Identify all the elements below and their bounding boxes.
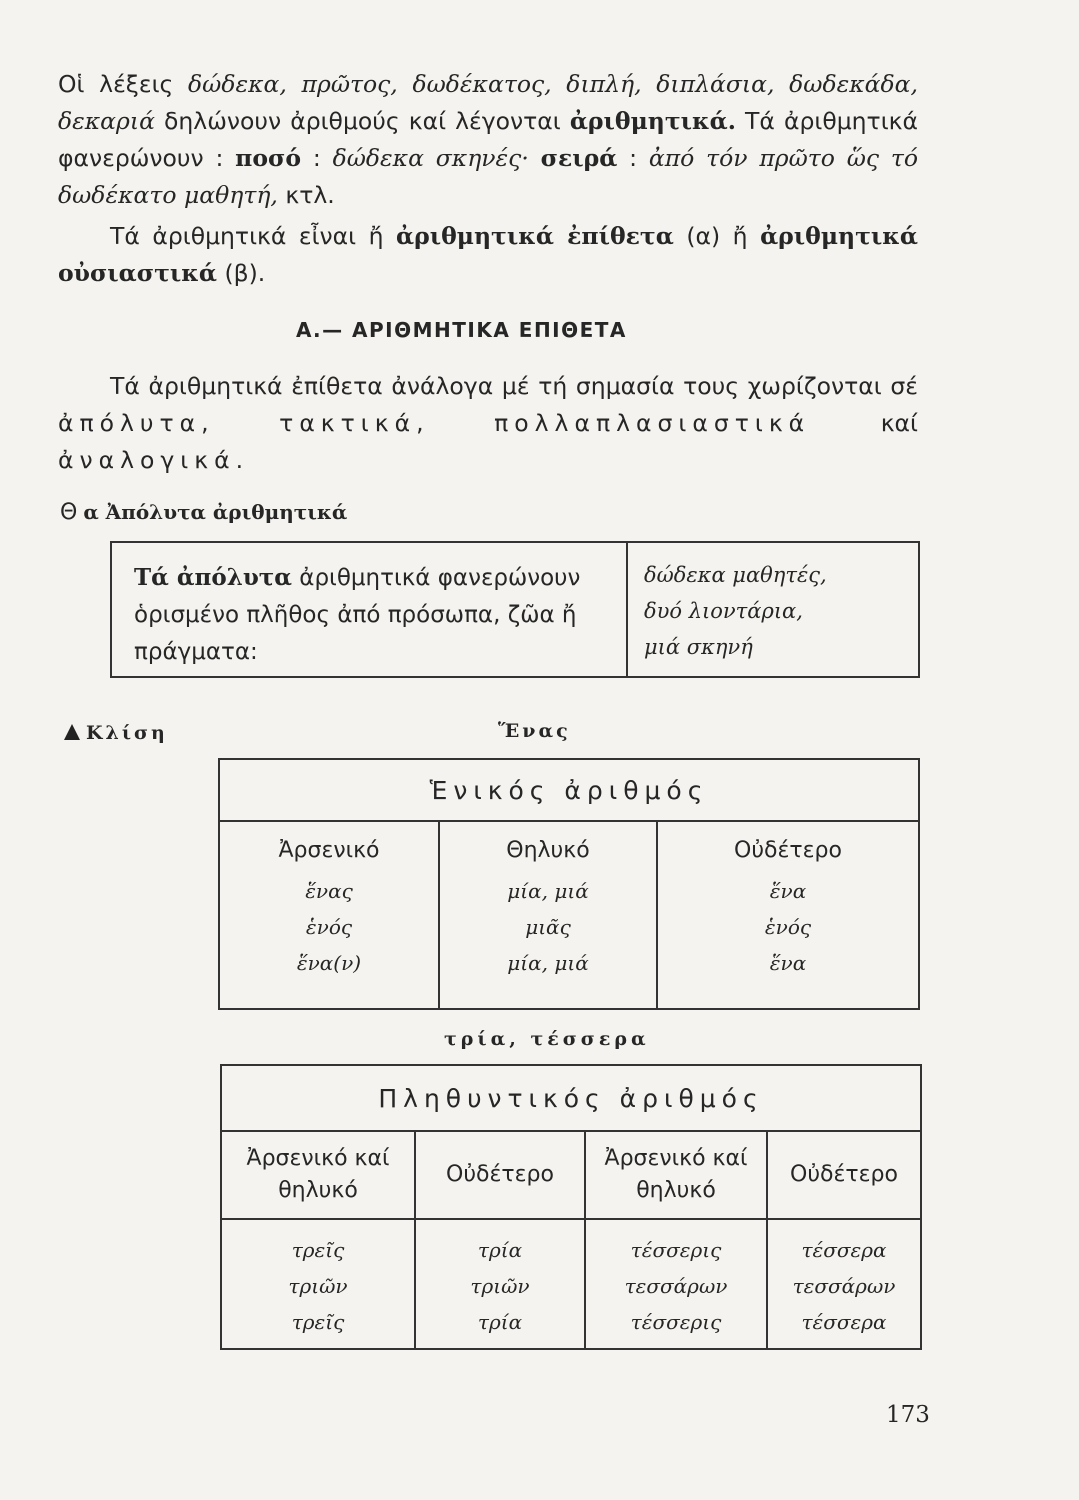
column-head: Ἀρσενικό	[278, 838, 380, 863]
definition-box	[110, 541, 920, 678]
column-forms	[440, 873, 656, 981]
text: κτλ.	[277, 181, 335, 209]
types-paragraph	[58, 218, 918, 292]
word-label: Ἕνας	[498, 720, 571, 742]
plural-forms	[767, 1219, 921, 1349]
form-item: ἕνας	[305, 879, 353, 903]
section-paragraph	[58, 368, 918, 479]
text-bold: σειρά	[540, 144, 618, 172]
definition-text	[112, 543, 628, 676]
text-italic: ἀπό τόν πρῶτο ὥς τό δωδέκατο μαθητή,	[58, 144, 919, 209]
form-item: τριῶν	[470, 1274, 530, 1298]
intro-paragraph	[58, 66, 918, 214]
column-forms	[658, 873, 918, 981]
text-bold: ἀριθμητικά.	[569, 107, 736, 135]
form-item: μία, μιά	[507, 951, 589, 975]
form-item: τρεῖς	[291, 1238, 345, 1262]
text: δηλώνουν ἀριθμούς καί λέγονται	[154, 107, 570, 135]
singular-table	[218, 758, 920, 1010]
form-item: τρεῖς	[291, 1310, 345, 1334]
form-item: ἑνός	[305, 915, 353, 939]
plural-head: Ἀρσενικό καί θηλυκό	[585, 1131, 767, 1219]
form-item: τέσσερις	[630, 1238, 722, 1262]
neuter-column	[657, 821, 919, 1009]
form-item: ἑνός	[764, 915, 812, 939]
feminine-column	[439, 821, 657, 1009]
form-item: τεσσάρων	[792, 1274, 896, 1298]
text: (α) ἤ	[673, 222, 761, 250]
form-item: μία, μιά	[507, 879, 589, 903]
text: :	[301, 144, 333, 172]
plural-table	[220, 1064, 922, 1350]
triangle-icon	[64, 724, 80, 740]
example-item: δυό λιοντάρια,	[644, 599, 803, 623]
plural-head: Οὐδέτερο	[415, 1131, 585, 1219]
subsection-marker: Θ	[60, 500, 78, 525]
column-forms	[220, 873, 438, 981]
text-spaced: τακτικά	[279, 409, 417, 437]
plural-title: Πληθυντικός ἀριθμός	[221, 1065, 921, 1131]
declension-label	[64, 722, 168, 744]
text: :	[617, 144, 649, 172]
text: (β).	[216, 259, 266, 287]
text: ,	[416, 409, 495, 437]
text-italic: δώδεκα, πρῶτος, δωδέκατος, διπλή, διπλάσια, δωδεκάδα, δεκαριά	[58, 70, 918, 135]
form-item: τρία	[477, 1310, 523, 1334]
form-item: τεσσάρων	[624, 1274, 728, 1298]
declension-label-text: Κλίση	[86, 722, 168, 744]
text: ,	[201, 409, 280, 437]
form-item: ἕνα	[769, 951, 807, 975]
text: Τά ἀριθμητικά ἐπίθετα ἀνάλογα μέ τή σημασία τους χωρίζονται σέ	[110, 372, 918, 400]
masculine-column	[219, 821, 439, 1009]
example-item: μιά σκηνή	[644, 635, 753, 659]
text	[529, 144, 541, 172]
text: .	[235, 446, 244, 474]
subsection-title-text: α Ἀπόλυτα ἀριθμητικά	[83, 500, 348, 524]
text-italic: δώδεκα σκηνές·	[332, 144, 529, 172]
text-bold: ποσό	[235, 144, 302, 172]
plural-head: Οὐδέτερο	[767, 1131, 921, 1219]
plural-forms	[221, 1219, 415, 1349]
plural-words-label: τρία, τέσσερα	[444, 1028, 650, 1050]
text: Τά ἀριθμητικά εἶναι ἤ	[110, 222, 396, 250]
form-item: τέσσερα	[801, 1310, 887, 1334]
plural-head: Ἀρσενικό καί θηλυκό	[221, 1131, 415, 1219]
form-item: τρία	[477, 1238, 523, 1262]
definition-bold: Τά ἀπόλυτα	[134, 564, 292, 591]
plural-forms	[585, 1219, 767, 1349]
text: Τά ἀριθμητικά φανερώνουν :	[58, 107, 918, 172]
form-item: μιᾶς	[525, 915, 571, 939]
form-item: ἕνα(ν)	[296, 951, 362, 975]
column-head: Θηλυκό	[506, 838, 590, 863]
text-bold: ἀριθμητικά ἐπίθετα	[395, 222, 674, 250]
section-heading: Α.— ΑΡΙΘΜΗΤΙΚΑ ΕΠΙΘΕΤΑ	[296, 318, 627, 342]
text-spaced: πολλαπλασιαστικά	[494, 409, 811, 437]
text: καί	[810, 409, 918, 437]
example-item: δώδεκα μαθητές,	[644, 563, 827, 587]
page-number: 173	[886, 1402, 930, 1428]
form-item: τριῶν	[288, 1274, 348, 1298]
definition-body: ἀριθμητικά φανερώνουν ὁρισμένο πλῆθος ἀπό πρόσωπα, ζῶα ἤ πράγματα:	[134, 565, 581, 665]
text-bold: ἀριθμητικά οὐσιαστικά	[58, 222, 918, 287]
plural-forms	[415, 1219, 585, 1349]
text-spaced: ἀπόλυτα	[58, 409, 202, 437]
text: Οἱ λέξεις	[58, 70, 189, 98]
form-item: ἕνα	[769, 879, 807, 903]
text-spaced: ἀναλογικά	[58, 446, 236, 474]
definition-examples	[628, 543, 918, 676]
subsection-title	[60, 500, 347, 525]
singular-title: Ἑνικός ἀριθμός	[219, 759, 919, 821]
form-item: τέσσερα	[801, 1238, 887, 1262]
column-head: Οὐδέτερο	[734, 838, 842, 863]
form-item: τέσσερις	[630, 1310, 722, 1334]
